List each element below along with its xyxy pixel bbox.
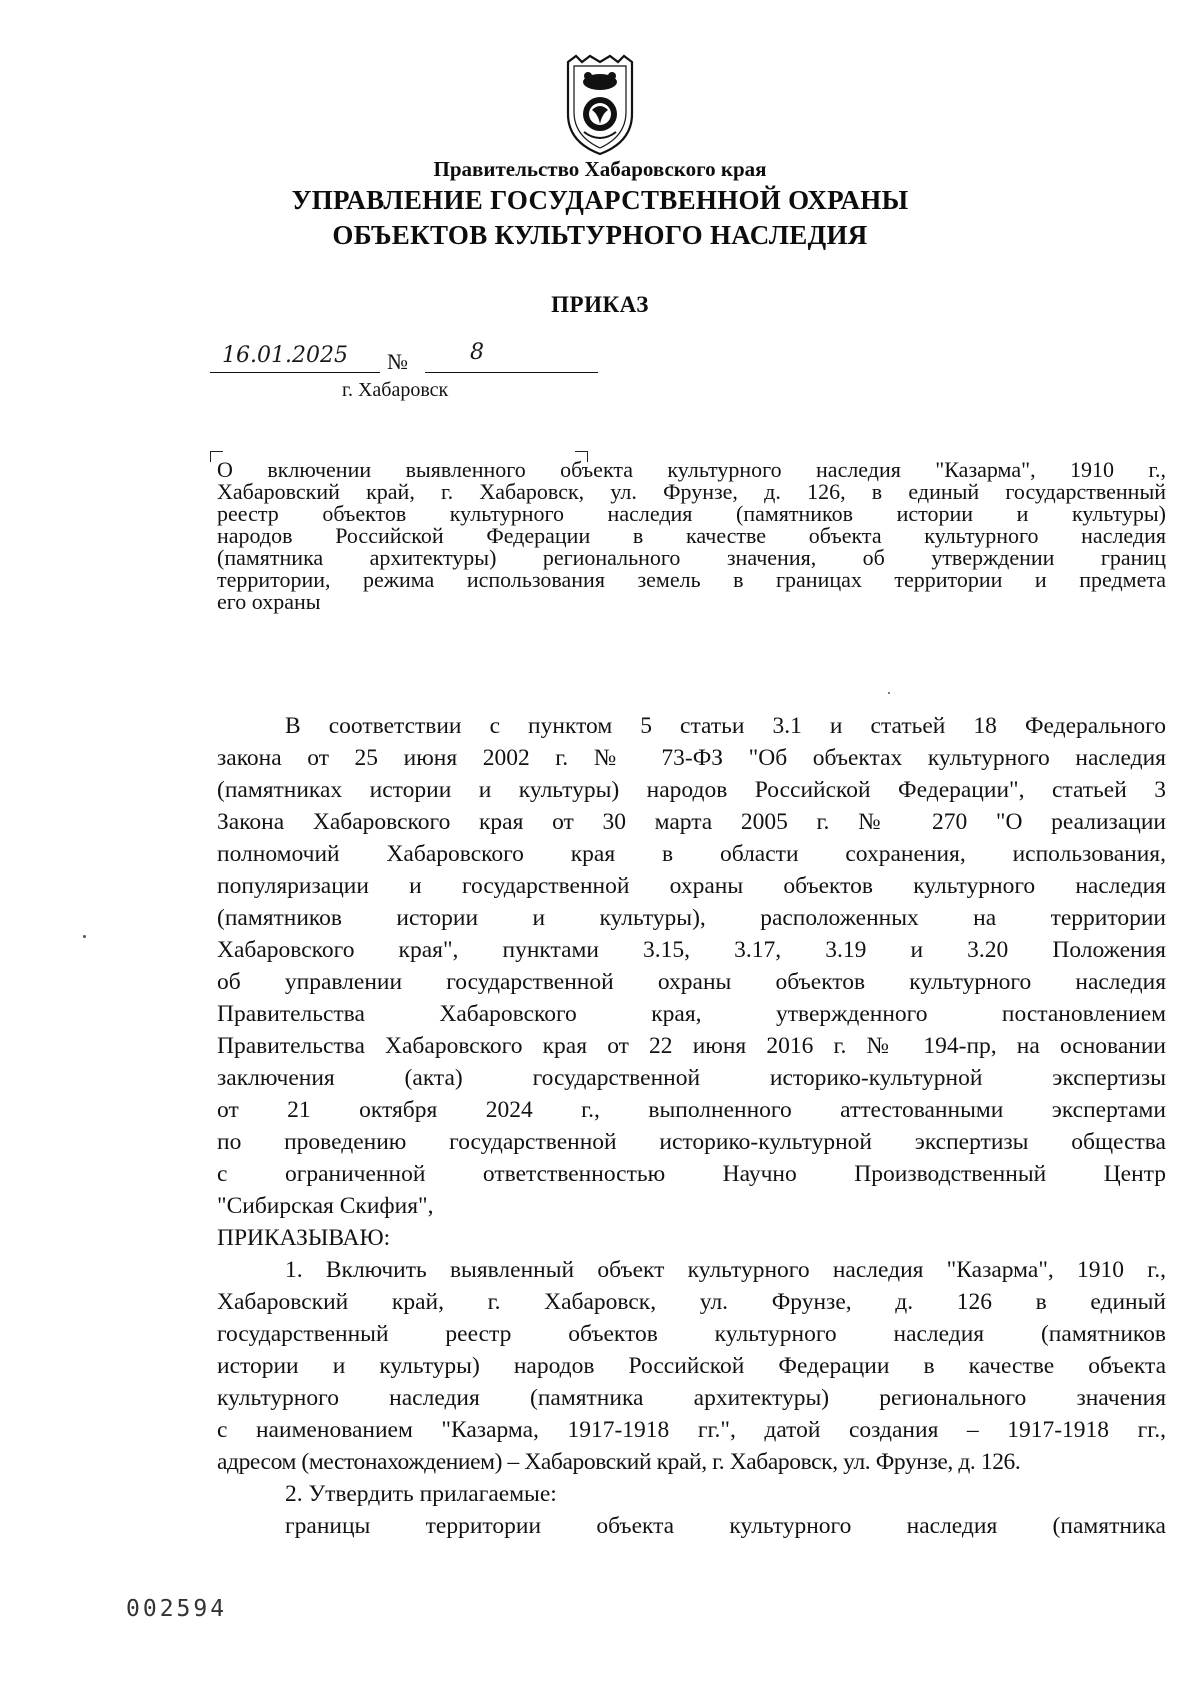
item-1-line: истории и культуры) народов Российской Федерации в качестве объекта bbox=[217, 1353, 1166, 1379]
item-1-line: адресом (местонахождением) – Хабаровский край, г. Хабаровск, ул. Фрунзе, д. 126. bbox=[217, 1449, 1021, 1475]
body-line: В соответствии с пунктом 5 статьи 3.1 и статьей 18 Федерального bbox=[285, 713, 1166, 739]
body-line: "Сибирская Скифия", bbox=[217, 1193, 434, 1219]
order-directive: ПРИКАЗЫВАЮ: bbox=[217, 1225, 391, 1251]
body-line: закона от 25 июня 2002 г. № 73-ФЗ "Об объектах культурного наследия bbox=[217, 745, 1166, 771]
body-line: Закона Хабаровского края от 30 марта 2005 г. № 270 "О реализации bbox=[217, 809, 1166, 835]
scan-speck bbox=[83, 935, 86, 938]
body-line: по проведению государственной историко-культурной экспертизы общества bbox=[217, 1129, 1166, 1155]
department-name-line-2: ОБЪЕКТОВ КУЛЬТУРНОГО НАСЛЕДИЯ bbox=[332, 220, 868, 250]
coat-of-arms-icon bbox=[562, 54, 638, 156]
item-1-line: с наименованием "Казарма, 1917-1918 гг.", датой создания – 1917-1918 гг., bbox=[217, 1417, 1166, 1443]
handwritten-date: 16.01.2025 bbox=[222, 343, 348, 368]
item-1-line: государственный реестр объектов культурного наследия (памятников bbox=[217, 1321, 1166, 1347]
city-name: г. Хабаровск bbox=[342, 379, 449, 401]
title-line: его охраны bbox=[217, 589, 321, 614]
number-underline bbox=[425, 372, 598, 373]
item-1-line: 1. Включить выявленный объект культурного наследия "Казарма", 1910 г., bbox=[285, 1257, 1166, 1283]
handwritten-number: 8 bbox=[470, 340, 484, 365]
title-line: народов Российской Федерации в качестве объекта культурного наследия bbox=[217, 523, 1166, 548]
date-underline bbox=[210, 372, 380, 373]
item-1-line: Хабаровский край, г. Хабаровск, ул. Фрунзе, д. 126 в единый bbox=[217, 1289, 1166, 1315]
body-line: полномочий Хабаровского края в области сохранения, использования, bbox=[217, 841, 1166, 867]
government-name: Правительство Хабаровского края bbox=[433, 157, 767, 181]
number-sign: № bbox=[387, 349, 408, 374]
department-name-line-1: УПРАВЛЕНИЕ ГОСУДАРСТВЕННОЙ ОХРАНЫ bbox=[291, 185, 909, 215]
item-2-line: 2. Утвердить прилагаемые: bbox=[285, 1481, 557, 1507]
title-line: О включении выявленного объекта культурного наследия "Казарма", 1910 г., bbox=[217, 457, 1166, 482]
body-line: Правительства Хабаровского края, утвержденного постановлением bbox=[217, 1001, 1166, 1027]
item-1-line: культурного наследия (памятника архитектуры) регионального значения bbox=[217, 1385, 1166, 1411]
item-2-line: границы территории объекта культурного наследия (памятника bbox=[285, 1513, 1166, 1539]
order-body bbox=[217, 710, 1166, 1542]
scan-speck bbox=[888, 692, 890, 694]
body-line: популяризации и государственной охраны объектов культурного наследия bbox=[217, 873, 1166, 899]
body-line: об управлении государственной охраны объектов культурного наследия bbox=[217, 969, 1166, 995]
body-line: (памятниках истории и культуры) народов Российской Федерации", статьей 3 bbox=[217, 777, 1166, 803]
body-line: от 21 октября 2024 г., выполненного аттестованными экспертами bbox=[217, 1097, 1166, 1123]
title-line: реестр объектов культурного наследия (памятников истории и культуры) bbox=[217, 501, 1166, 526]
body-line: Хабаровского края", пунктами 3.15, 3.17, 3.19 и 3.20 Положения bbox=[217, 937, 1166, 963]
body-line: с ограниченной ответственностью Научно Производственный Центр bbox=[217, 1161, 1166, 1187]
title-line: Хабаровский край, г. Хабаровск, ул. Фрунзе, д. 126, в единый государственный bbox=[217, 479, 1166, 504]
body-line: Правительства Хабаровского края от 22 июня 2016 г. № 194-пр, на основании bbox=[217, 1033, 1166, 1059]
title-line: территории, режима использования земель в границах территории и предмета bbox=[217, 567, 1166, 592]
title-line: (памятника архитектуры) регионального значения, об утверждении границ bbox=[217, 545, 1166, 570]
document-type-heading: ПРИКАЗ bbox=[551, 292, 649, 317]
document-serial-number: 002594 bbox=[126, 1596, 228, 1622]
body-line: заключения (акта) государственной историко-культурной экспертизы bbox=[217, 1065, 1166, 1091]
body-line: (памятников истории и культуры), расположенных на территории bbox=[217, 905, 1166, 931]
order-title bbox=[217, 459, 1166, 613]
